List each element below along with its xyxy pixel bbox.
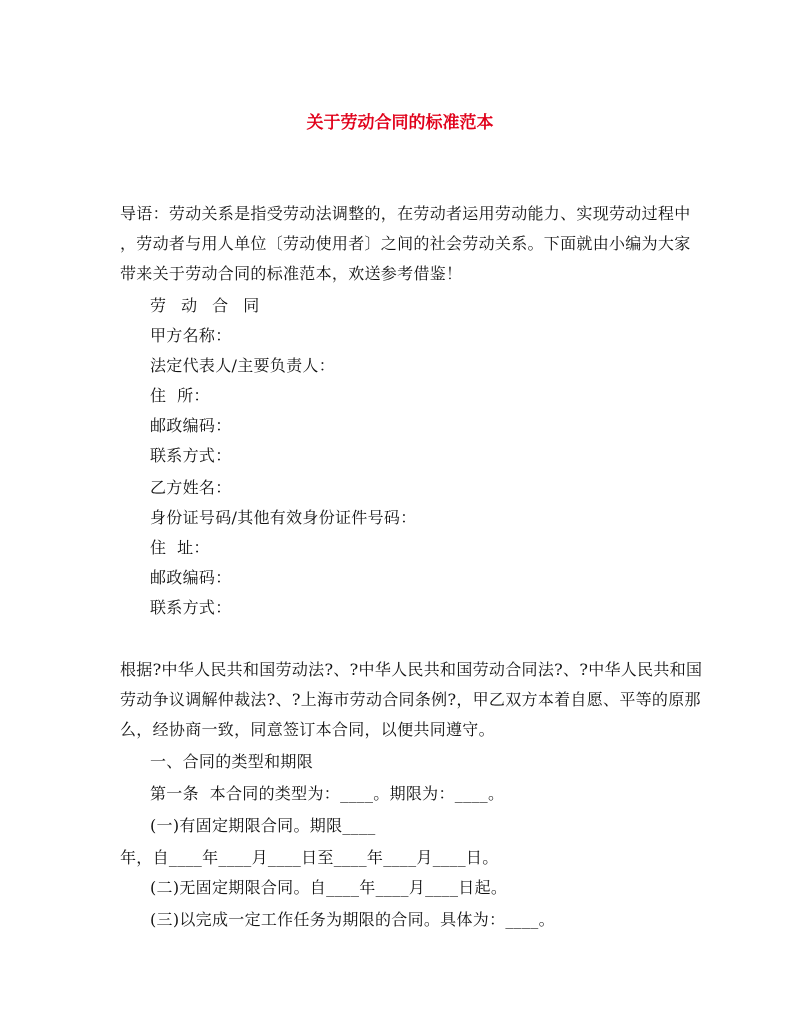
intro-line-3: 带来关于劳动合同的标准范本，欢送参考借鉴！ [120,264,463,283]
intro-line-1: 导语：劳动关系是指受劳动法调整的，在劳动者运用劳动能力、实现劳动过程中 [120,204,691,223]
section-1-heading: 一、合同的类型和期限 [150,752,314,771]
party-b-name-field: 乙方姓名： [150,478,232,497]
basis-line-1: 根据?中华人民共和国劳动法?、?中华人民共和国劳动合同法?、?中华人民共和国 [120,660,703,679]
party-a-address-field: 住 所： [150,386,210,405]
item-fixed-term: (一)有固定期限合同。期限____ [150,816,376,835]
item-fixed-term-dates: 年，自____年____月____日至____年____月____日。 [120,848,499,867]
article-1: 第一条 本合同的类型为：____。期限为：____。 [150,784,505,803]
basis-line-2: 劳动争议调解仲裁法?、?上海市劳动合同条例?，甲乙双方本着自愿、平等的原那 [120,690,701,709]
intro-line-2: ，劳动者与用人单位〔劳动使用者〕之间的社会劳动关系。下面就由小编为大家 [120,234,691,253]
party-b-postcode-field: 邮政编码： [150,568,232,587]
party-b-address-field: 住 址： [150,538,210,557]
item-task-based: (三)以完成一定工作任务为期限的合同。具体为：____。 [150,910,555,929]
basis-line-3: 么，经协商一致，同意签订本合同，以便共同遵守。 [120,720,495,739]
party-b-id-field: 身份证号码/其他有效身份证件号码： [150,508,417,527]
party-a-contact-field: 联系方式： [150,446,232,465]
party-a-name-field: 甲方名称： [150,326,232,345]
item-open-ended: (二)无固定期限合同。自____年____月____日起。 [150,878,508,897]
document-title: 关于劳动合同的标准范本 [306,113,494,133]
party-a-postcode-field: 邮政编码： [150,416,232,435]
party-a-representative-field: 法定代表人/主要负责人： [150,356,335,375]
party-b-contact-field: 联系方式： [150,598,232,617]
contract-heading: 劳 动 合 同 [150,296,265,315]
